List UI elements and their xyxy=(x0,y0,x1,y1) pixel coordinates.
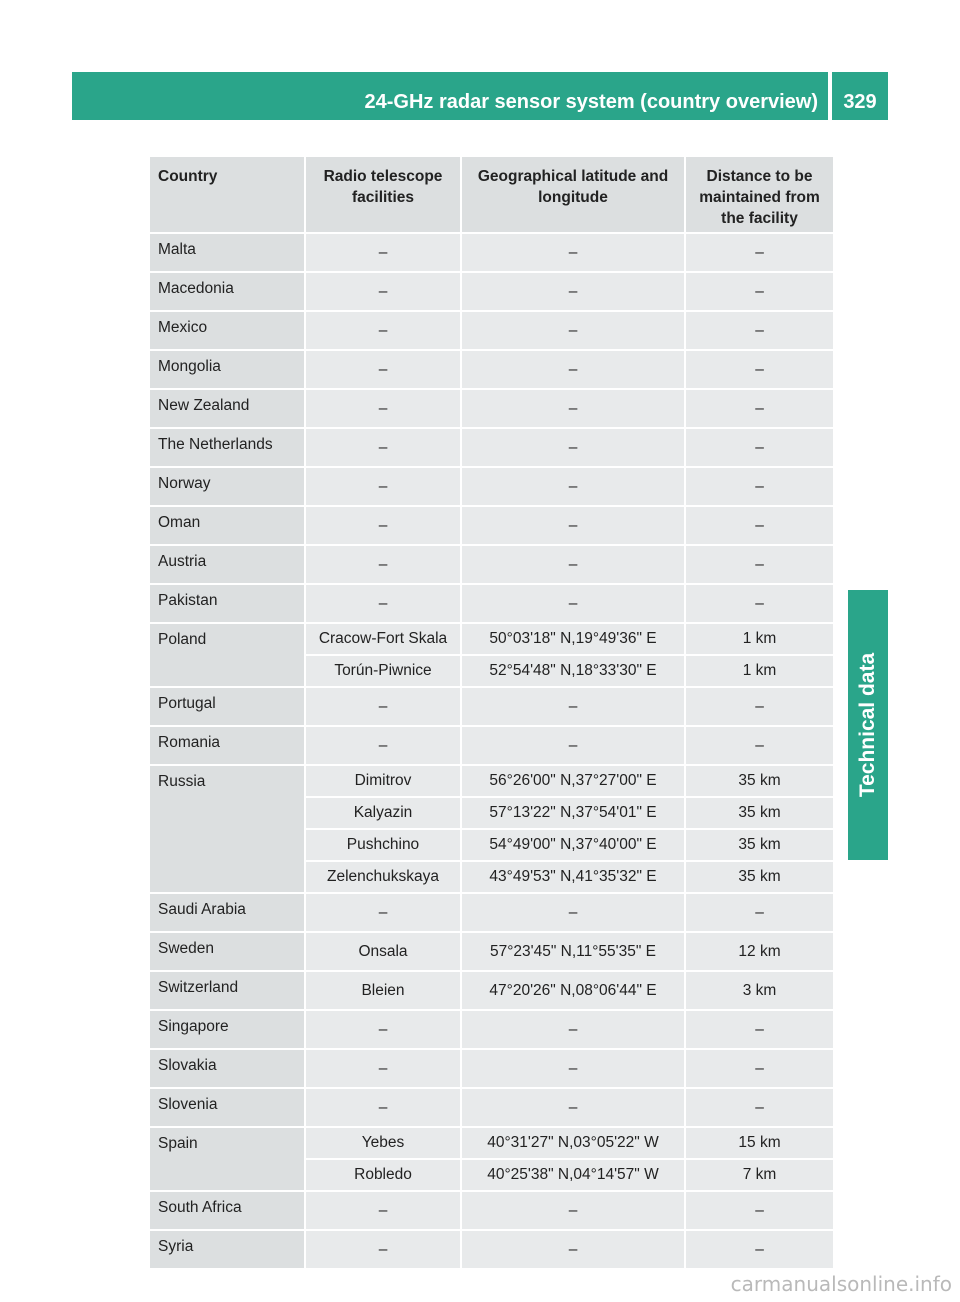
country-cell: Spain xyxy=(149,1127,305,1191)
coordinates-cell: – xyxy=(461,1049,685,1088)
facility-cell: – xyxy=(305,467,461,506)
facility-cell: – xyxy=(305,350,461,389)
table-body xyxy=(149,233,834,1269)
facility-cell: Onsala xyxy=(305,932,461,971)
distance-cell: 1 km xyxy=(685,623,834,655)
distance-cell: – xyxy=(685,545,834,584)
distance-cell: 15 km xyxy=(685,1127,834,1159)
coordinates-cell: 52°54'48" N,18°33'30" E xyxy=(461,655,685,687)
country-cell: Macedonia xyxy=(149,272,305,311)
facility-cell: – xyxy=(305,1191,461,1230)
country-cell: Slovenia xyxy=(149,1088,305,1127)
table-row xyxy=(149,506,834,545)
distance-cell: 35 km xyxy=(685,797,834,829)
distance-cell: – xyxy=(685,726,834,765)
table-header-row xyxy=(149,156,834,233)
table-row xyxy=(149,1127,834,1159)
distance-cell: – xyxy=(685,1088,834,1127)
section-tab-label: Technical data xyxy=(856,652,880,798)
table-row xyxy=(149,350,834,389)
country-cell: South Africa xyxy=(149,1191,305,1230)
facility-cell: Dimitrov xyxy=(305,765,461,797)
table-row xyxy=(149,1191,834,1230)
table-row xyxy=(149,765,834,797)
distance-cell: – xyxy=(685,233,834,272)
facility-cell: – xyxy=(305,389,461,428)
country-cell: Sweden xyxy=(149,932,305,971)
facility-cell: Kalyazin xyxy=(305,797,461,829)
distance-cell: 3 km xyxy=(685,971,834,1010)
table-row xyxy=(149,726,834,765)
distance-cell: – xyxy=(685,1191,834,1230)
facility-cell: Robledo xyxy=(305,1159,461,1191)
coordinates-cell: – xyxy=(461,389,685,428)
facility-cell: – xyxy=(305,584,461,623)
country-cell: Austria xyxy=(149,545,305,584)
column-header-distance: Distance to be maintained from the facility xyxy=(685,156,834,233)
coordinates-cell: – xyxy=(461,687,685,726)
column-header-country: Country xyxy=(149,156,305,233)
distance-cell: 35 km xyxy=(685,861,834,893)
coordinates-cell: 57°23'45" N,11°55'35" E xyxy=(461,932,685,971)
coordinates-cell: 43°49'53" N,41°35'32" E xyxy=(461,861,685,893)
coordinates-cell: – xyxy=(461,467,685,506)
distance-cell: – xyxy=(685,428,834,467)
distance-cell: 35 km xyxy=(685,829,834,861)
table-row xyxy=(149,389,834,428)
table-row xyxy=(149,687,834,726)
page-number: 329 xyxy=(843,91,877,113)
distance-cell: – xyxy=(685,893,834,932)
distance-cell: – xyxy=(685,389,834,428)
facility-cell: – xyxy=(305,545,461,584)
facility-cell: – xyxy=(305,506,461,545)
table-row xyxy=(149,428,834,467)
distance-cell: – xyxy=(685,1230,834,1269)
country-cell: Norway xyxy=(149,467,305,506)
country-cell: Mexico xyxy=(149,311,305,350)
distance-cell: – xyxy=(685,467,834,506)
country-table-container xyxy=(148,155,833,1270)
coordinates-cell: – xyxy=(461,584,685,623)
distance-cell: – xyxy=(685,311,834,350)
distance-cell: 35 km xyxy=(685,765,834,797)
coordinates-cell: – xyxy=(461,506,685,545)
facility-cell: – xyxy=(305,1088,461,1127)
country-cell: Pakistan xyxy=(149,584,305,623)
column-header-coordinates: Geographical latitude and longitude xyxy=(461,156,685,233)
facility-cell: Bleien xyxy=(305,971,461,1010)
country-overview-table xyxy=(148,155,835,1270)
coordinates-cell: – xyxy=(461,428,685,467)
facility-cell: – xyxy=(305,233,461,272)
table-row xyxy=(149,1088,834,1127)
distance-cell: – xyxy=(685,1049,834,1088)
facility-cell: Pushchino xyxy=(305,829,461,861)
coordinates-cell: 50°03'18" N,19°49'36" E xyxy=(461,623,685,655)
column-header-facilities: Radio telescope facilities xyxy=(305,156,461,233)
country-cell: Saudi Arabia xyxy=(149,893,305,932)
page-title: 24-GHz radar sensor system (country overview) xyxy=(364,91,818,113)
coordinates-cell: – xyxy=(461,272,685,311)
coordinates-cell: – xyxy=(461,1191,685,1230)
coordinates-cell: 56°26'00" N,37°27'00" E xyxy=(461,765,685,797)
table-row xyxy=(149,893,834,932)
table-row xyxy=(149,1010,834,1049)
facility-cell: Torún-Piwnice xyxy=(305,655,461,687)
page-header xyxy=(72,72,888,120)
facility-cell: – xyxy=(305,272,461,311)
facility-cell: – xyxy=(305,1010,461,1049)
coordinates-cell: – xyxy=(461,1088,685,1127)
distance-cell: 7 km xyxy=(685,1159,834,1191)
facility-cell: – xyxy=(305,893,461,932)
country-cell: The Netherlands xyxy=(149,428,305,467)
table-row xyxy=(149,545,834,584)
facility-cell: – xyxy=(305,726,461,765)
distance-cell: – xyxy=(685,350,834,389)
table-row xyxy=(149,623,834,655)
facility-cell: – xyxy=(305,311,461,350)
coordinates-cell: 40°25'38" N,04°14'57" W xyxy=(461,1159,685,1191)
facility-cell: – xyxy=(305,687,461,726)
distance-cell: – xyxy=(685,687,834,726)
country-cell: Malta xyxy=(149,233,305,272)
country-cell: Switzerland xyxy=(149,971,305,1010)
facility-cell: – xyxy=(305,1230,461,1269)
country-cell: Singapore xyxy=(149,1010,305,1049)
coordinates-cell: – xyxy=(461,726,685,765)
coordinates-cell: 47°20'26" N,08°06'44" E xyxy=(461,971,685,1010)
coordinates-cell: – xyxy=(461,311,685,350)
distance-cell: 1 km xyxy=(685,655,834,687)
country-cell: Romania xyxy=(149,726,305,765)
table-row xyxy=(149,584,834,623)
coordinates-cell: 54°49'00" N,37°40'00" E xyxy=(461,829,685,861)
facility-cell: – xyxy=(305,1049,461,1088)
table-row xyxy=(149,971,834,1010)
coordinates-cell: – xyxy=(461,350,685,389)
table-row xyxy=(149,311,834,350)
distance-cell: – xyxy=(685,272,834,311)
table-row xyxy=(149,1230,834,1269)
country-cell: Syria xyxy=(149,1230,305,1269)
table-row xyxy=(149,932,834,971)
country-cell: New Zealand xyxy=(149,389,305,428)
country-cell: Portugal xyxy=(149,687,305,726)
country-cell: Slovakia xyxy=(149,1049,305,1088)
table-row xyxy=(149,272,834,311)
country-cell: Russia xyxy=(149,765,305,893)
facility-cell: Yebes xyxy=(305,1127,461,1159)
table-row xyxy=(149,1049,834,1088)
coordinates-cell: 40°31'27" N,03°05'22" W xyxy=(461,1127,685,1159)
facility-cell: – xyxy=(305,428,461,467)
section-marker xyxy=(848,800,888,860)
distance-cell: – xyxy=(685,506,834,545)
facility-cell: Zelenchukskaya xyxy=(305,861,461,893)
coordinates-cell: – xyxy=(461,233,685,272)
country-cell: Poland xyxy=(149,623,305,687)
coordinates-cell: – xyxy=(461,1230,685,1269)
distance-cell: – xyxy=(685,584,834,623)
distance-cell: – xyxy=(685,1010,834,1049)
table-row xyxy=(149,467,834,506)
facility-cell: Cracow-Fort Skala xyxy=(305,623,461,655)
footer-watermark: carmanualsonline.info xyxy=(730,1272,952,1296)
country-cell: Mongolia xyxy=(149,350,305,389)
coordinates-cell: – xyxy=(461,893,685,932)
distance-cell: 12 km xyxy=(685,932,834,971)
coordinates-cell: – xyxy=(461,1010,685,1049)
coordinates-cell: – xyxy=(461,545,685,584)
table-row xyxy=(149,233,834,272)
country-cell: Oman xyxy=(149,506,305,545)
coordinates-cell: 57°13'22" N,37°54'01" E xyxy=(461,797,685,829)
